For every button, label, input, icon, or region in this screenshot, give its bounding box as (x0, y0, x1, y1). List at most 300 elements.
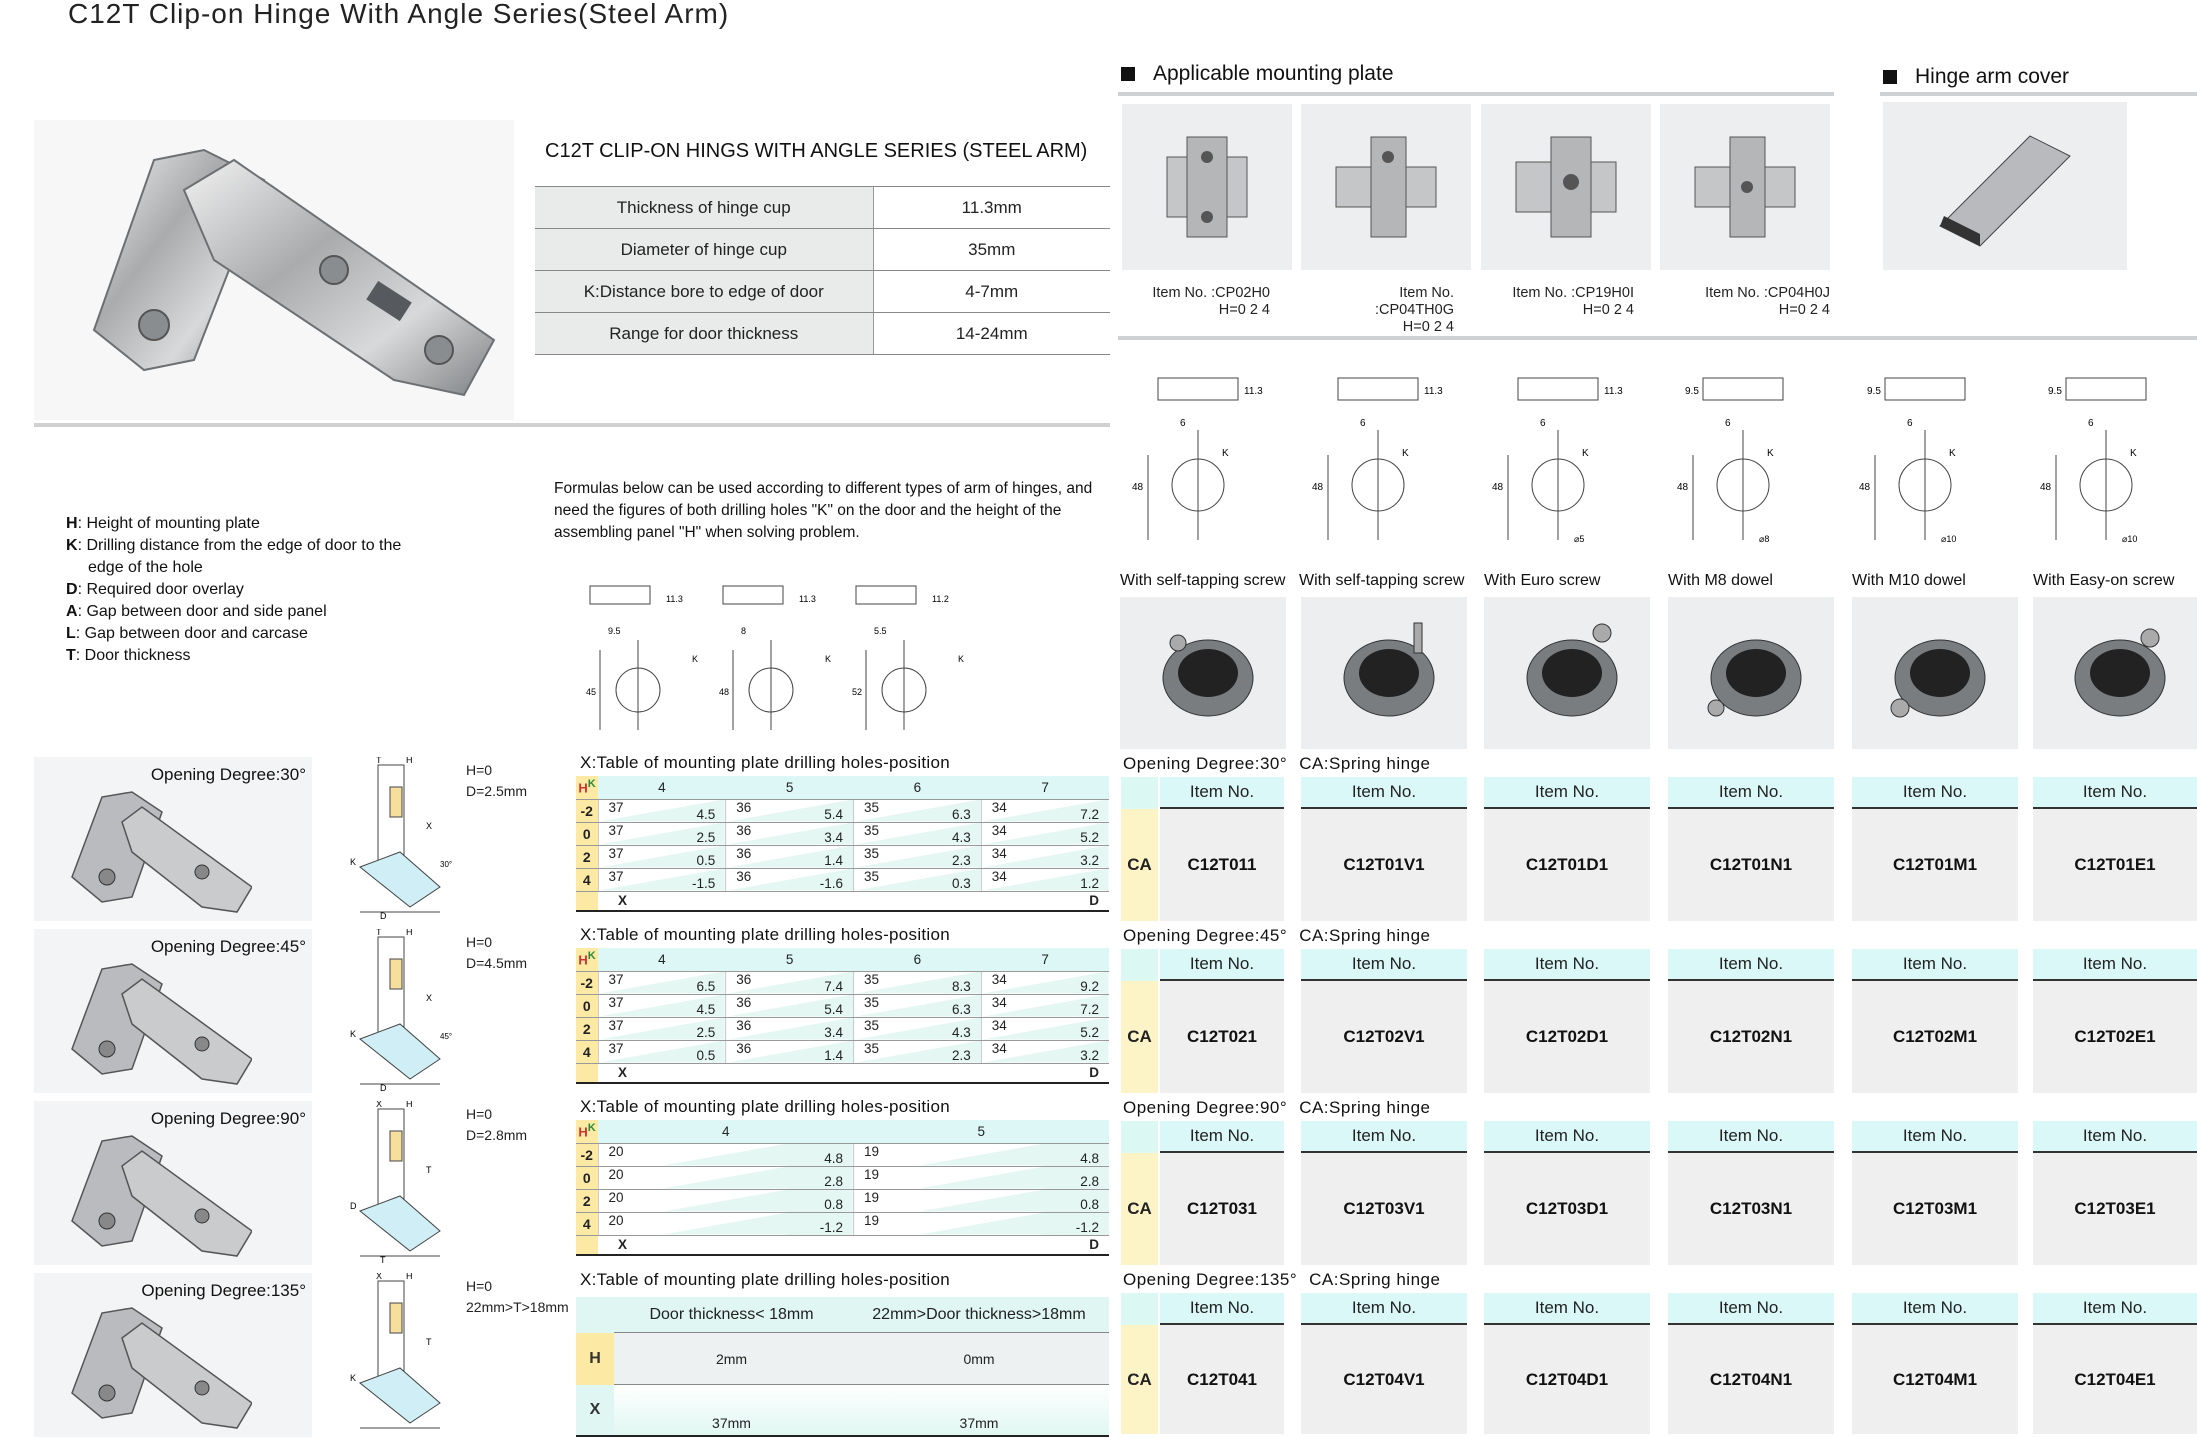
svg-text:6: 6 (1180, 418, 1186, 429)
plate-photo (1660, 104, 1830, 270)
svg-text:T: T (426, 1337, 432, 1347)
product-column (2033, 949, 2197, 1093)
table-row (576, 1143, 1109, 1166)
divider (34, 423, 1110, 427)
item-no-header: Item No. (1160, 949, 1284, 981)
product-column (1484, 1121, 1650, 1265)
product-column (1852, 1121, 2018, 1265)
mount-drawing (2040, 378, 2146, 544)
svg-text:K: K (1402, 448, 1409, 459)
spec-key: Range for door thickness (535, 313, 873, 355)
product-column (1668, 777, 1834, 921)
table-cell: 37 2.5 (598, 1017, 726, 1040)
svg-text:H: H (406, 1101, 413, 1109)
svg-text:9.5: 9.5 (2048, 386, 2062, 397)
small-plate-drawing (719, 586, 831, 730)
product-code: C12T04N1 (1668, 1325, 1834, 1434)
svg-text:11.3: 11.3 (666, 594, 683, 604)
spec-table (535, 186, 1110, 355)
table-cell: 35 6.3 (854, 799, 982, 822)
svg-text:48: 48 (1677, 482, 1689, 493)
svg-text:48: 48 (1859, 482, 1871, 493)
k-header: 7 (981, 948, 1109, 971)
svg-text:45: 45 (586, 687, 597, 697)
opening-d: D=2.8mm (466, 1127, 528, 1143)
table-cell: 34 5.2 (981, 822, 1109, 845)
table-cell: 35 2.3 (854, 1040, 982, 1063)
product-code: C12T01V1 (1301, 809, 1467, 921)
h-value: 0 (576, 822, 598, 845)
opening-d: D=2.5mm (466, 783, 528, 799)
item-no-header: Item No. (2033, 1293, 2197, 1325)
table-row (576, 971, 1109, 994)
h-value: -2 (576, 799, 598, 822)
svg-text:11.2: 11.2 (932, 594, 949, 604)
plate-photo (1301, 104, 1471, 270)
svg-text:X: X (426, 993, 433, 1003)
k-header: 4 (598, 948, 726, 971)
product-code: C12T04M1 (1852, 1325, 2018, 1434)
product-column (1484, 777, 1650, 921)
small-plate-drawing (586, 586, 698, 730)
mount-type-label: With M10 dowel (1852, 572, 1966, 589)
k-header: 5 (726, 776, 854, 799)
svg-text:X: X (376, 1273, 383, 1281)
opening-diagram (340, 1101, 535, 1265)
table-cell: 34 7.2 (981, 994, 1109, 1017)
table-cell: 37 0.5 (598, 1040, 726, 1063)
table-row (576, 822, 1109, 845)
mount-type-label: With self-tapping screw (1120, 572, 1286, 589)
table-cell: 36 -1.6 (726, 868, 854, 891)
square-bullet-icon (1883, 70, 1897, 84)
product-table-title: Opening Degree:30° CA:Spring hinge (1123, 754, 1431, 773)
svg-text:X: X (426, 821, 433, 831)
table-row (576, 799, 1109, 822)
table-cell: 36 1.4 (726, 1040, 854, 1063)
svg-text:48: 48 (719, 687, 730, 697)
svg-text:K: K (1949, 448, 1956, 459)
arm-cover-photo (1883, 102, 2127, 270)
item-no-header: Item No. (1301, 777, 1467, 809)
table-cell: 36 3.4 (726, 822, 854, 845)
ca-label: CA (1127, 1199, 1152, 1218)
svg-text:9.5: 9.5 (1867, 386, 1881, 397)
svg-text:11.3: 11.3 (799, 594, 816, 604)
opening-diagram (340, 757, 535, 921)
drill-table: $H^K$ 4 5 -2 20 4.8 19 4.8 0 20 2.8 19 2.8 2 20 0.8 19 0.8 4 20 -1.2 19 -1.2 X D (576, 1120, 1109, 1256)
x-row-label: X (576, 1385, 614, 1435)
svg-text:8: 8 (741, 626, 747, 636)
spec-row (535, 271, 1110, 313)
spec-value: 14-24mm (873, 313, 1110, 355)
h-value: -2 (576, 971, 598, 994)
product-table-title: Opening Degree:45° CA:Spring hinge (1123, 926, 1431, 945)
item-no-header: Item No. (2033, 777, 2197, 809)
svg-text:T: T (376, 929, 382, 937)
product-code: C12T04V1 (1301, 1325, 1467, 1434)
table-row (576, 1166, 1109, 1189)
main-hinge-photo (34, 120, 514, 420)
opening-diagram (340, 1273, 569, 1437)
table-row (576, 994, 1109, 1017)
legend-item: A: Gap between door and side panel (66, 603, 327, 620)
svg-text:K: K (2130, 448, 2137, 459)
item-no-header: Item No. (1301, 1121, 1467, 1153)
h-value: 4 (576, 1212, 598, 1235)
svg-text:T: T (376, 757, 382, 765)
hinge-cup-photo (2033, 597, 2197, 749)
mount-drawings (1118, 360, 2197, 550)
table-cell: 36 7.4 (726, 971, 854, 994)
product-column (1852, 949, 2018, 1093)
item-no-header: Item No. (1852, 777, 2018, 809)
legend-item: K: Drilling distance from the edge of door to the (66, 537, 402, 554)
divider (1118, 92, 1834, 96)
item-no-header: Item No. (2033, 949, 2197, 981)
svg-text:9.5: 9.5 (1685, 386, 1699, 397)
opening-photo (34, 929, 312, 1093)
product-code: C12T03V1 (1301, 1153, 1467, 1265)
hinge-cup-photo (1301, 597, 1467, 749)
plate-photo (1122, 104, 1292, 270)
col-header: Door thickness< 18mm (649, 1305, 814, 1323)
item-no-header: Item No. (1484, 1293, 1650, 1325)
spec-value: 11.3mm (873, 187, 1110, 229)
svg-text:K: K (350, 857, 357, 867)
col-header: 22mm>Door thickness>18mm (872, 1305, 1086, 1323)
table-cell: 37 4.5 (598, 799, 726, 822)
item-no-header: Item No. (1160, 777, 1284, 809)
table-cell: 0mm (963, 1350, 995, 1367)
product-column (1301, 949, 1467, 1093)
mount-type-label: With self-tapping screw (1299, 572, 1465, 589)
product-column (1668, 1121, 1834, 1265)
opening-d: 22mm>T>18mm (466, 1299, 569, 1315)
table-cell: 36 3.4 (726, 1017, 854, 1040)
svg-text:H: H (406, 929, 413, 937)
hinge-cup-photo (1484, 597, 1650, 749)
legend-item: L: Gap between door and carcase (66, 625, 308, 642)
drill-table-title: X:Table of mounting plate drilling holes-position (580, 925, 951, 944)
product-code: C12T01D1 (1484, 809, 1650, 921)
h-value: -2 (576, 1143, 598, 1166)
h-value: 4 (576, 868, 598, 891)
divider (1880, 92, 2197, 96)
legend-item: T: Door thickness (66, 647, 191, 664)
svg-text:6: 6 (1907, 418, 1913, 429)
table-cell: 37mm (959, 1415, 999, 1431)
k-header: 5 (854, 1120, 1110, 1143)
item-no-header: Item No. (1668, 1121, 1834, 1153)
table-cell: 34 3.2 (981, 1040, 1109, 1063)
svg-text:H: H (406, 757, 413, 765)
svg-text:K: K (825, 654, 832, 664)
h-row-label: H (576, 1333, 614, 1385)
ca-label: CA (1127, 855, 1152, 874)
opening-degree-label: Opening Degree:30° (150, 765, 306, 784)
table-cell: 37mm (712, 1415, 751, 1431)
svg-text:K: K (1582, 448, 1589, 459)
mount-type-label: With Euro screw (1484, 572, 1601, 589)
svg-text:⌀10: ⌀10 (1941, 534, 1957, 544)
item-no-header: Item No. (1484, 1121, 1650, 1153)
item-no-header: Item No. (1301, 949, 1467, 981)
mount-drawing (1312, 378, 1443, 540)
hinge-cup-photo (1120, 597, 1286, 749)
h-value: 2 (576, 1017, 598, 1040)
product-code: C12T03N1 (1668, 1153, 1834, 1265)
product-code: C12T02V1 (1301, 981, 1467, 1093)
product-code: C12T031 (1160, 1153, 1284, 1265)
product-code: C12T02D1 (1484, 981, 1650, 1093)
item-no-header: Item No. (1301, 1293, 1467, 1325)
plate-section-header: Applicable mounting plate (1121, 62, 1394, 86)
ca-column (1121, 1293, 1158, 1434)
svg-text:K: K (350, 1029, 357, 1039)
legend-item: edge of the hole (88, 559, 203, 576)
small-plate-drawing (852, 586, 964, 730)
product-code: C12T01E1 (2033, 809, 2197, 921)
plate-item-label: Item No. :CP19H0I H=0 2 4 (1512, 285, 1634, 318)
opening-h: H=0 (466, 1278, 493, 1294)
table-cell: 35 4.3 (854, 1017, 982, 1040)
product-code: C12T04E1 (2033, 1325, 2197, 1434)
svg-text:11.3: 11.3 (1244, 386, 1263, 397)
table-cell: 35 4.3 (854, 822, 982, 845)
product-column (1160, 949, 1284, 1093)
item-no-header: Item No. (1160, 1121, 1284, 1153)
h-value: 4 (576, 1040, 598, 1063)
h-value: 2 (576, 1189, 598, 1212)
svg-text:D: D (380, 1083, 387, 1093)
svg-text:D: D (350, 1201, 357, 1211)
legend-item: H: Height of mounting plate (66, 515, 260, 532)
table-cell: 35 0.3 (854, 868, 982, 891)
square-bullet-icon (1121, 67, 1135, 81)
table-cell: 36 5.4 (726, 994, 854, 1017)
item-no-header: Item No. (1160, 1293, 1284, 1325)
opening-h: H=0 (466, 934, 493, 950)
opening-h: H=0 (466, 762, 493, 778)
drill-table-title: X:Table of mounting plate drilling holes-position (580, 1097, 951, 1116)
ca-label: CA (1127, 1027, 1152, 1046)
table-cell: 35 8.3 (854, 971, 982, 994)
product-code: C12T02E1 (2033, 981, 2197, 1093)
spec-key: Thickness of hinge cup (535, 187, 873, 229)
table-cell: 37 6.5 (598, 971, 726, 994)
item-no-header: Item No. (1668, 777, 1834, 809)
product-column (1301, 777, 1467, 921)
product-code: C12T03E1 (2033, 1153, 2197, 1265)
opening-diagram (340, 929, 535, 1093)
svg-text:48: 48 (1132, 482, 1144, 493)
table-cell: 20 -1.2 (598, 1212, 854, 1235)
svg-text:⌀5: ⌀5 (1574, 534, 1585, 544)
product-column (1852, 1293, 2018, 1434)
product-column (2033, 1121, 2197, 1265)
svg-text:52: 52 (852, 687, 863, 697)
opening-degree-label: Opening Degree:45° (150, 937, 306, 956)
table-cell: 35 6.3 (854, 994, 982, 1017)
table-cell: 36 1.4 (726, 845, 854, 868)
plate-item-label: Item No. :CP02H0 H=0 2 4 (1152, 285, 1270, 318)
spec-value: 4-7mm (873, 271, 1110, 313)
table-cell: 20 4.8 (598, 1143, 854, 1166)
opening-h: H=0 (466, 1106, 493, 1122)
mount-drawing (1492, 378, 1623, 544)
svg-text:6: 6 (2088, 418, 2094, 429)
spec-value: 35mm (873, 229, 1110, 271)
divider (1118, 336, 2197, 340)
small-plate-drawings (580, 580, 1000, 740)
svg-text:6: 6 (1725, 418, 1731, 429)
table-cell: 19 2.8 (854, 1166, 1110, 1189)
hinge-cup-photo (1668, 597, 1834, 749)
spec-title: C12T CLIP-ON HINGS WITH ANGLE SERIES (STEEL ARM) (545, 140, 1088, 162)
k-header: 4 (598, 776, 726, 799)
product-column (1160, 1121, 1284, 1265)
ca-column (1121, 949, 1158, 1093)
plate-photo (1481, 104, 1651, 270)
h-value: 2 (576, 845, 598, 868)
svg-text:9.5: 9.5 (608, 626, 621, 636)
item-no-header: Item No. (1668, 1293, 1834, 1325)
product-table-title: Opening Degree:90° CA:Spring hinge (1123, 1098, 1431, 1117)
table-cell: 34 1.2 (981, 868, 1109, 891)
svg-text:11.3: 11.3 (1424, 386, 1443, 397)
mount-drawing (1859, 378, 1965, 544)
product-code: C12T01M1 (1852, 809, 2018, 921)
product-code: C12T011 (1160, 809, 1284, 921)
svg-text:K: K (1222, 448, 1229, 459)
table-cell: 2mm (715, 1350, 748, 1367)
product-column (1301, 1293, 1467, 1434)
item-no-header: Item No. (1484, 949, 1650, 981)
item-no-header: Item No. (1668, 949, 1834, 981)
table-row (576, 1017, 1109, 1040)
table-cell: 37 2.5 (598, 822, 726, 845)
ca-label: CA (1127, 1369, 1152, 1389)
k-header: 5 (726, 948, 854, 971)
table-cell: 20 2.8 (598, 1166, 854, 1189)
spec-row (535, 187, 1110, 229)
table-cell: 37 0.5 (598, 845, 726, 868)
table-cell: 37 -1.5 (598, 868, 726, 891)
product-code: C12T02N1 (1668, 981, 1834, 1093)
mount-type-label: With M8 dowel (1668, 572, 1773, 589)
k-header: 6 (854, 948, 982, 971)
ca-column (1121, 1121, 1158, 1265)
svg-text:T: T (380, 1255, 386, 1265)
opening-d: D=4.5mm (466, 955, 528, 971)
hinge-image (34, 120, 514, 420)
product-code: C12T04D1 (1484, 1325, 1650, 1434)
table-row (576, 1189, 1109, 1212)
legend-item: D: Required door overlay (66, 581, 244, 598)
opening-degree-label: Opening Degree:90° (150, 1109, 306, 1128)
ca-column (1121, 777, 1158, 921)
table-cell: 34 7.2 (981, 799, 1109, 822)
product-column (1852, 777, 2018, 921)
svg-text:48: 48 (1492, 482, 1504, 493)
k-header: 4 (598, 1120, 854, 1143)
table-cell: 37 4.5 (598, 994, 726, 1017)
svg-text:K: K (692, 654, 699, 664)
h-value: 0 (576, 1166, 598, 1189)
product-column (1301, 1121, 1467, 1265)
opening-degree-label: Opening Degree:135° (141, 1281, 306, 1300)
svg-text:48: 48 (2040, 482, 2052, 493)
svg-text:H: H (406, 1273, 413, 1281)
hinge-cup-photo (1852, 597, 2018, 749)
svg-text:T: T (426, 1165, 432, 1175)
product-column (2033, 1293, 2197, 1434)
product-column (1668, 1293, 1834, 1434)
product-column (1484, 949, 1650, 1093)
svg-text:⌀10: ⌀10 (2122, 534, 2138, 544)
item-no-header: Item No. (1852, 949, 2018, 981)
mount-drawing (1132, 378, 1263, 540)
product-column (1160, 1293, 1284, 1434)
drill-table: $H^K$ 4 5 6 7 -2 37 4.5 36 5.4 35 6.3 34 7.2 0 37 2.5 36 3.4 35 4.3 34 5.2 2 37 0.5 36 1.4 35 2.3 34 3.2 4 37 -1.5 36 -1.6 35 0.3 34 1.2 X D (576, 776, 1109, 912)
product-code: C12T01N1 (1668, 809, 1834, 921)
k-header: 6 (854, 776, 982, 799)
svg-text:⌀8: ⌀8 (1759, 534, 1770, 544)
table-cell: 19 -1.2 (854, 1212, 1110, 1235)
table-cell: 19 0.8 (854, 1189, 1110, 1212)
page-title: C12T Clip-on Hinge With Angle Series(Steel Arm) (68, 0, 730, 29)
table-cell: 34 5.2 (981, 1017, 1109, 1040)
item-no-header: Item No. (1852, 1121, 2018, 1153)
legend (66, 513, 401, 667)
spec-row (535, 229, 1110, 271)
product-code: C12T02M1 (1852, 981, 2018, 1093)
product-code: C12T021 (1160, 981, 1284, 1093)
formula-note: Formulas below can be used according to different types of arm of hinges, and need the figures of both drilling holes "K" on the door and the height of the assembling panel "H" when solving problem. (554, 480, 1093, 541)
opening-photo (34, 1273, 312, 1437)
svg-text:K: K (1767, 448, 1774, 459)
plate-item-label: Item No. :CP04H0J H=0 2 4 (1705, 285, 1830, 318)
item-no-header: Item No. (1852, 1293, 2018, 1325)
spec-row (535, 313, 1110, 355)
svg-text:K: K (350, 1373, 357, 1383)
table-cell: 20 0.8 (598, 1189, 854, 1212)
item-no-header: Item No. (2033, 1121, 2197, 1153)
svg-text:K: K (958, 654, 965, 664)
plate-item-label: Item No. :CP04TH0G H=0 2 4 (1375, 285, 1454, 335)
mount-drawing (1677, 378, 1783, 544)
spec-key: K:Distance bore to edge of door (535, 271, 873, 313)
svg-text:30°: 30° (440, 860, 453, 869)
table-row (576, 845, 1109, 868)
svg-text:45°: 45° (440, 1032, 453, 1041)
table-cell: 34 9.2 (981, 971, 1109, 994)
item-no-header: Item No. (1484, 777, 1650, 809)
svg-text:D: D (380, 911, 387, 921)
table-cell: 34 3.2 (981, 845, 1109, 868)
svg-text:11.3: 11.3 (1604, 386, 1623, 397)
product-column (2033, 777, 2197, 921)
opening-photo (34, 1101, 312, 1265)
k-header: 7 (981, 776, 1109, 799)
product-code: C12T03D1 (1484, 1153, 1650, 1265)
h-value: 0 (576, 994, 598, 1017)
table-row (576, 868, 1109, 891)
drill-table-title: X:Table of mounting plate drilling holes-position (580, 1270, 951, 1289)
door-thickness-table (576, 1297, 1109, 1437)
table-cell: 19 4.8 (854, 1143, 1110, 1166)
